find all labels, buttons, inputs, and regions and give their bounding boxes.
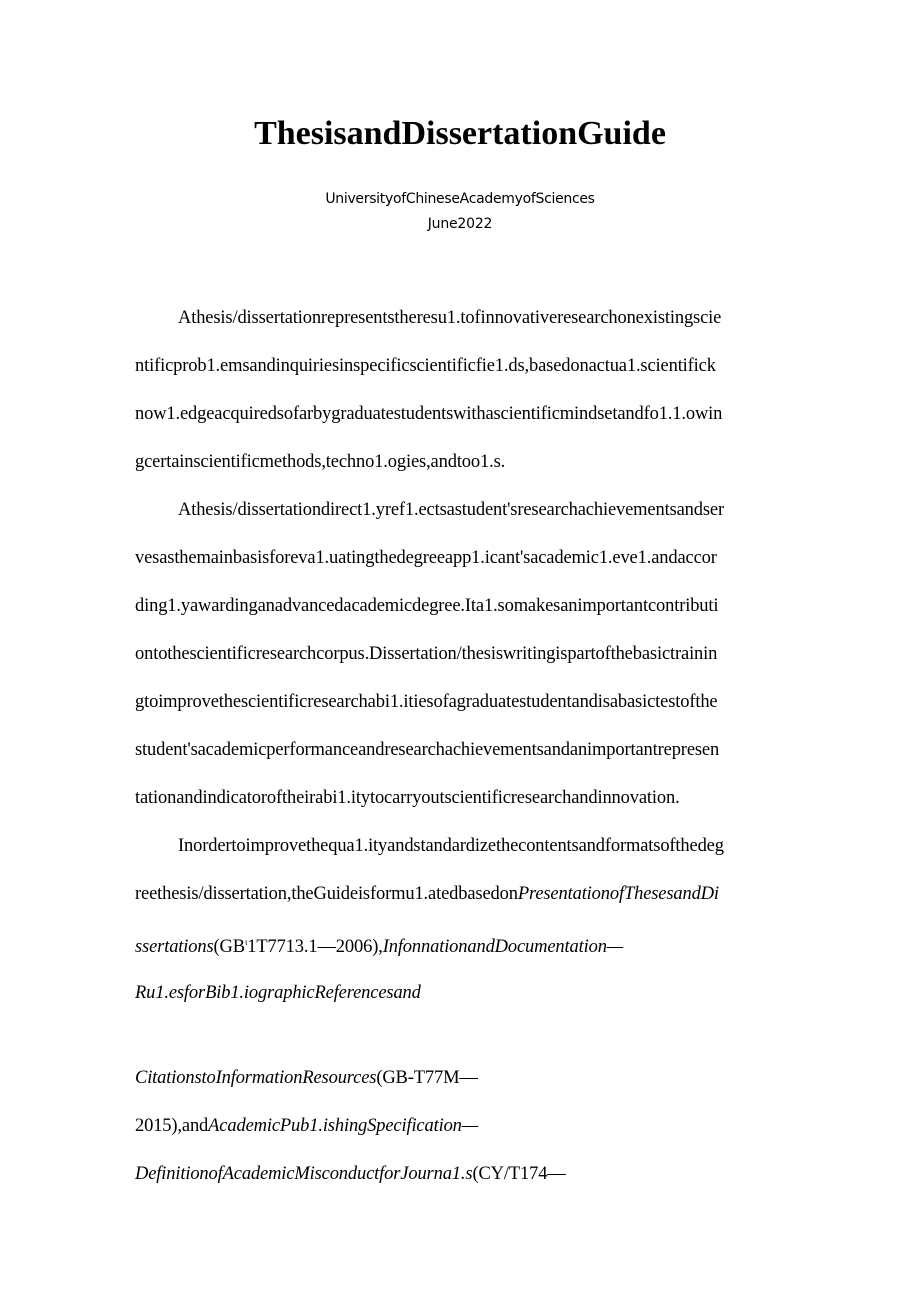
paragraph-2-line-6: student'sacademicperformanceandresearchachievementsandanimportantrepresen — [135, 740, 720, 760]
paragraph-2-line-5: gtoimprovethescientificresearchabi1.itiesofagraduatestudentandisabasictestofthe — [135, 692, 718, 712]
paragraph-2-line-7: tationandindicatoroftheirabi1.itytocarryoutscientificresearchandinnovation. — [135, 788, 680, 808]
organization-name: UniversityofChineseAcademyofSciences — [325, 191, 595, 207]
standard-code: 1T7713.1—2006), — [247, 937, 383, 958]
paragraph-2-line-4: ontothescientificresearchcorpus.Dissertation/thesiswritingispartofthebasictrainin — [135, 644, 718, 664]
paragraph-3-line-5 — [135, 1065, 795, 1091]
paragraph-3-line-2 — [135, 881, 795, 907]
standard-code: (GB-T77M— — [376, 1068, 478, 1088]
citation-title: PresentationofThesesandDi — [517, 884, 719, 904]
citation-title: CitationstoInformationResources — [135, 1068, 377, 1088]
citation-title: ssertations — [135, 937, 214, 958]
citation-title: InfonnationandDocumentation— — [382, 937, 624, 958]
standard-code: (GB — [213, 937, 245, 958]
paragraph-1-line-2: ntificprob1.emsandinquiriesinspecificscientificfie1.ds,basedonactua1.scientifick — [135, 356, 716, 376]
paragraph-2-line-2: vesasthemainbasisforeva1.uatingthedegreeapp1.icant'sacademic1.eve1.andaccor — [135, 548, 717, 568]
citation-title: DefinitionofAcademicMisconductforJourna1.s — [135, 1164, 473, 1184]
standard-code: 2015),and — [135, 1116, 209, 1136]
paragraph-3-line-1: Inordertoimprovethequa1.ityandstandardizethecontentsandformatsofthedeg — [178, 836, 724, 856]
standard-code-mark: ι — [244, 937, 248, 947]
paragraph-3-text: reethesis/dissertation,theGuideisformu1.atedbasedon — [135, 884, 518, 904]
publication-date: June2022 — [427, 216, 493, 232]
document-title: ThesisandDissertationGuide — [254, 115, 666, 152]
paragraph-2-line-3: ding1.yawardinganadvancedacademicdegree.Ita1.somakesanimportantcontributi — [135, 596, 719, 616]
paragraph-3-line-4: Ru1.esforBib1.iographicReferencesand — [135, 983, 421, 1003]
paragraph-2-line-1: Athesis/dissertationdirect1.yref1.ectsastudent'sresearchachievementsandser — [178, 500, 724, 520]
standard-code: (CY/T174— — [472, 1164, 566, 1184]
paragraph-3-line-3 — [135, 929, 795, 960]
citation-title: AcademicPub1.ishingSpecification— — [208, 1116, 479, 1136]
paragraph-1-line-4: gcertainscientificmethods,techno1.ogies,andtoo1.s. — [135, 452, 506, 472]
paragraph-3-line-7 — [135, 1161, 795, 1187]
paragraph-1-line-1: Athesis/dissertationrepresentstheresu1.tofinnovativeresearchonexistingscie — [178, 308, 722, 328]
paragraph-3-line-6 — [135, 1113, 795, 1139]
paragraph-1-line-3: now1.edgeacquiredsofarbygraduatestudentswithascientificmindsetandfo1.1.owin — [135, 404, 723, 424]
